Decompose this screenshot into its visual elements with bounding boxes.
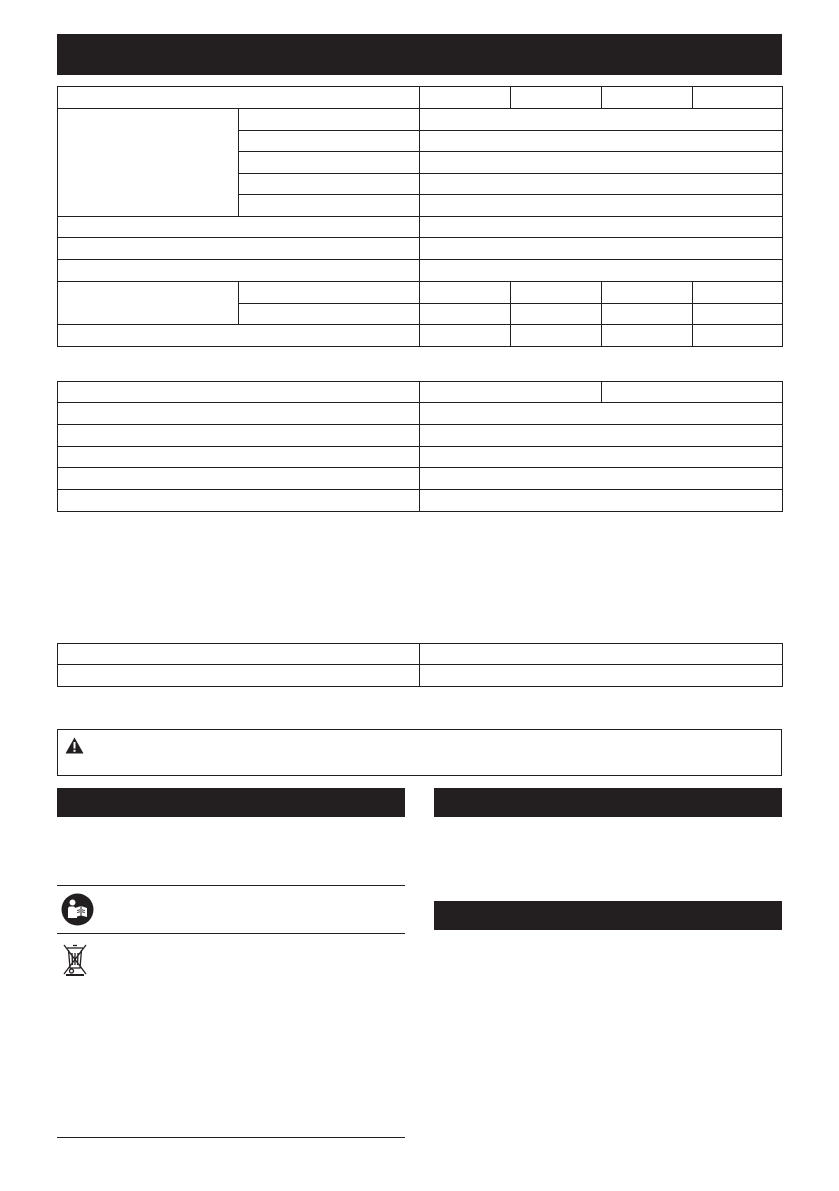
right-section-heading-2 — [434, 901, 782, 930]
specifications-table — [57, 86, 783, 347]
left-section-heading — [57, 788, 405, 817]
warning-box — [57, 729, 782, 776]
right-section-heading-1 — [434, 788, 782, 817]
symbols-rule-bottom — [57, 1137, 405, 1138]
battery-table — [57, 381, 783, 512]
symbols-rule-top — [57, 885, 405, 886]
read-manual-icon — [61, 893, 94, 926]
warning-triangle-icon — [65, 737, 84, 754]
noise-table — [57, 643, 783, 687]
crossed-out-wheeled-bin-icon — [62, 943, 89, 976]
header-bar — [57, 34, 782, 75]
symbols-rule-middle — [57, 933, 405, 934]
